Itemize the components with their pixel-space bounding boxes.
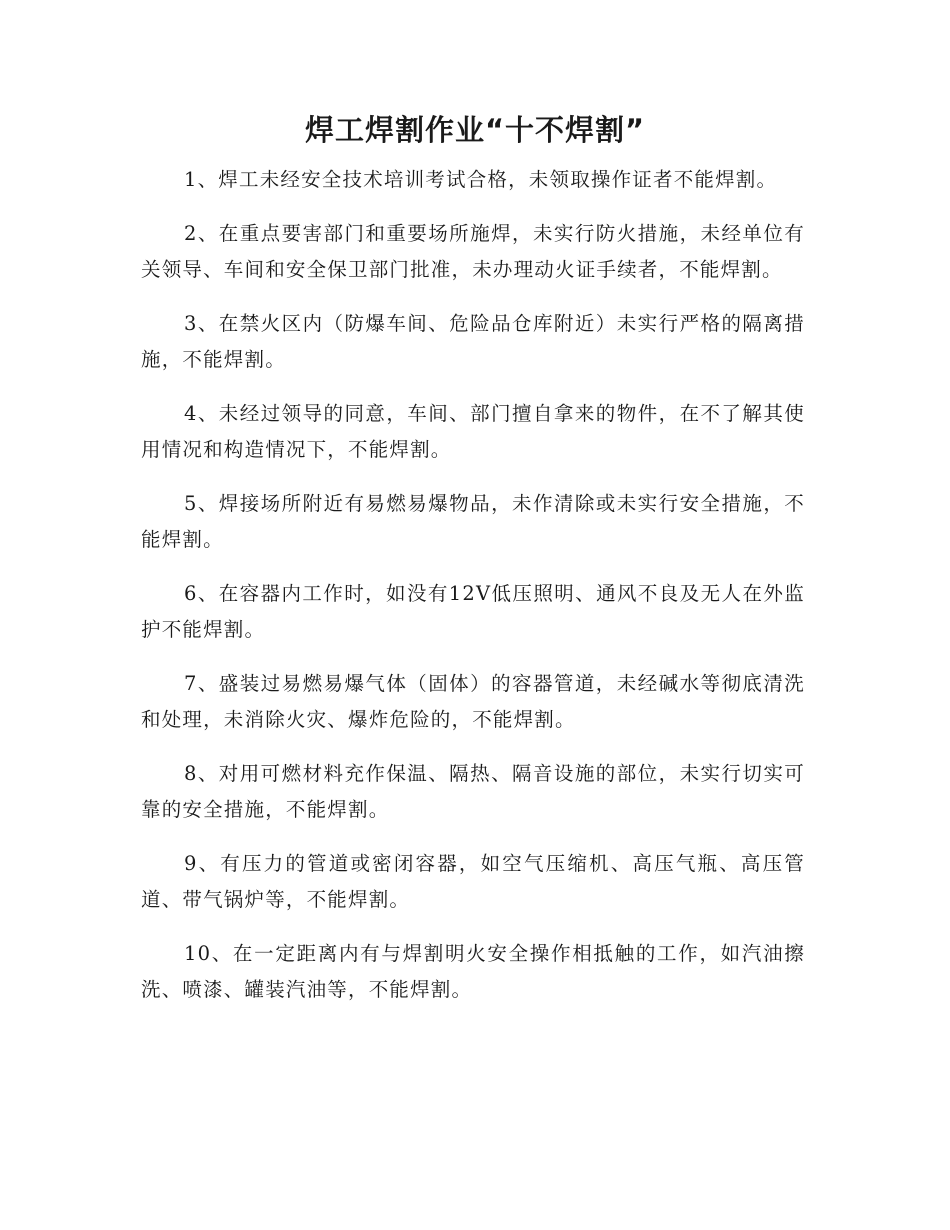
rule-paragraph-8: 8、对用可燃材料充作保温、隔热、隔音设施的部位，未实行切实可靠的安全措施，不能焊割。 xyxy=(141,762,805,821)
rule-paragraph-1: 1、焊工未经安全技术培训考试合格，未领取操作证者不能焊割。 xyxy=(184,168,778,191)
rule-paragraph-5: 5、焊接场所附近有易燃易爆物品，未作清除或未实行安全措施，不能焊割。 xyxy=(141,492,805,551)
rule-paragraph-9: 9、有压力的管道或密闭容器，如空气压缩机、高压气瓶、高压管道、带气锅炉等，不能焊割。 xyxy=(141,852,805,911)
rule-paragraph-10: 10、在一定距离内有与焊割明火安全操作相抵触的工作，如汽油擦洗、喷漆、罐装汽油等，不能焊割。 xyxy=(141,942,805,1001)
rule-paragraph-6: 6、在容器内工作时，如没有12V低压照明、通风不良及无人在外监护不能焊割。 xyxy=(141,582,805,641)
rule-paragraph-4: 4、未经过领导的同意，车间、部门擅自拿来的物件，在不了解其使用情况和构造情况下，不能焊割。 xyxy=(141,402,805,461)
rule-paragraph-7: 7、盛装过易燃易爆气体（固体）的容器管道，未经碱水等彻底清洗和处理，未消除火灾、爆炸危险的，不能焊割。 xyxy=(141,672,805,731)
document-title: 焊工焊割作业“十不焊割” xyxy=(304,113,646,147)
rule-paragraph-2: 2、在重点要害部门和重要场所施焊，未实行防火措施，未经单位有关领导、车间和安全保卫部门批准，未办理动火证手续者，不能焊割。 xyxy=(141,222,805,281)
document-body xyxy=(141,162,805,1026)
rule-paragraph-3: 3、在禁火区内（防爆车间、危险品仓库附近）未实行严格的隔离措施，不能焊割。 xyxy=(141,312,805,371)
